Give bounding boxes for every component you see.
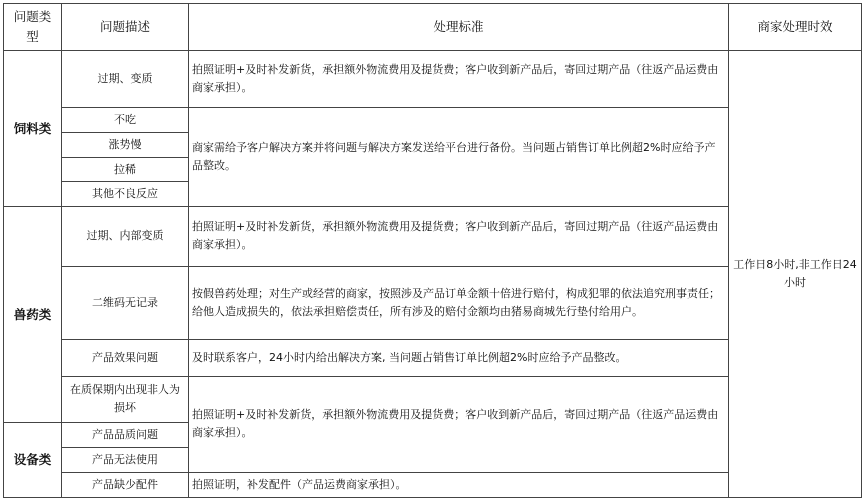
standard-fake: 按假兽药处理；对生产或经营的商家，按照涉及产品订单金额十倍进行赔付，构成犯罪的依法追究刑事责任；给他人造成损失的，依法承担赔偿责任，所有涉及的赔付金额均由猪易商城先行垫付给用户。 <box>189 266 729 340</box>
desc-feed-other: 其他不良反应 <box>62 182 189 207</box>
desc-vet-qr: 二维码无记录 <box>62 266 189 340</box>
desc-feed-not-eat: 不吃 <box>62 107 189 132</box>
header-description: 问题描述 <box>62 4 189 51</box>
desc-vet-effect: 产品效果问题 <box>62 340 189 376</box>
desc-eq-unusable: 产品无法使用 <box>62 448 189 473</box>
processing-time: 工作日8小时,非工作日24小时 <box>729 50 862 497</box>
standard-reship: 拍照证明+及时补发新货，承担额外物流费用及提货费；客户收到新产品后，寄回过期产品（往返产品运费由商家承担）。 <box>189 50 729 107</box>
desc-feed-diarrhea: 拉稀 <box>62 157 189 182</box>
table-row <box>4 50 862 107</box>
category-equipment: 设备类 <box>4 423 62 498</box>
header-row <box>4 4 862 51</box>
category-vet: 兽药类 <box>4 207 62 423</box>
standard-reship-damage: 拍照证明+及时补发新货，承担额外物流费用及提货费；客户收到新产品后，寄回过期产品（往返产品运费由商家承担）。 <box>189 376 729 473</box>
category-feed: 饲料类 <box>4 50 62 207</box>
desc-eq-quality: 产品品质问题 <box>62 423 189 448</box>
header-time: 商家处理时效 <box>729 4 862 51</box>
standard-reship-vet: 拍照证明+及时补发新货，承担额外物流费用及提货费；客户收到新产品后，寄回过期产品（往返产品运费由商家承担）。 <box>189 207 729 266</box>
standard-parts: 拍照证明，补发配件（产品运费商家承担）。 <box>189 473 729 498</box>
service-standard-table <box>3 3 862 498</box>
desc-vet-damage: 在质保期内出现非人为损坏 <box>62 376 189 423</box>
standard-contact: 及时联系客户，24小时内给出解决方案, 当问题占销售订单比例超2%时应给予产品整改。 <box>189 340 729 376</box>
desc-feed-expired: 过期、变质 <box>62 50 189 107</box>
desc-vet-expired: 过期、内部变质 <box>62 207 189 266</box>
standard-solution: 商家需给予客户解决方案并将问题与解决方案发送给平台进行备份。当问题占销售订单比例超2%时应给予产品整改。 <box>189 107 729 207</box>
header-standard: 处理标准 <box>189 4 729 51</box>
desc-eq-missing: 产品缺少配件 <box>62 473 189 498</box>
header-type: 问题类型 <box>4 4 62 51</box>
desc-feed-slow: 涨势慢 <box>62 132 189 157</box>
